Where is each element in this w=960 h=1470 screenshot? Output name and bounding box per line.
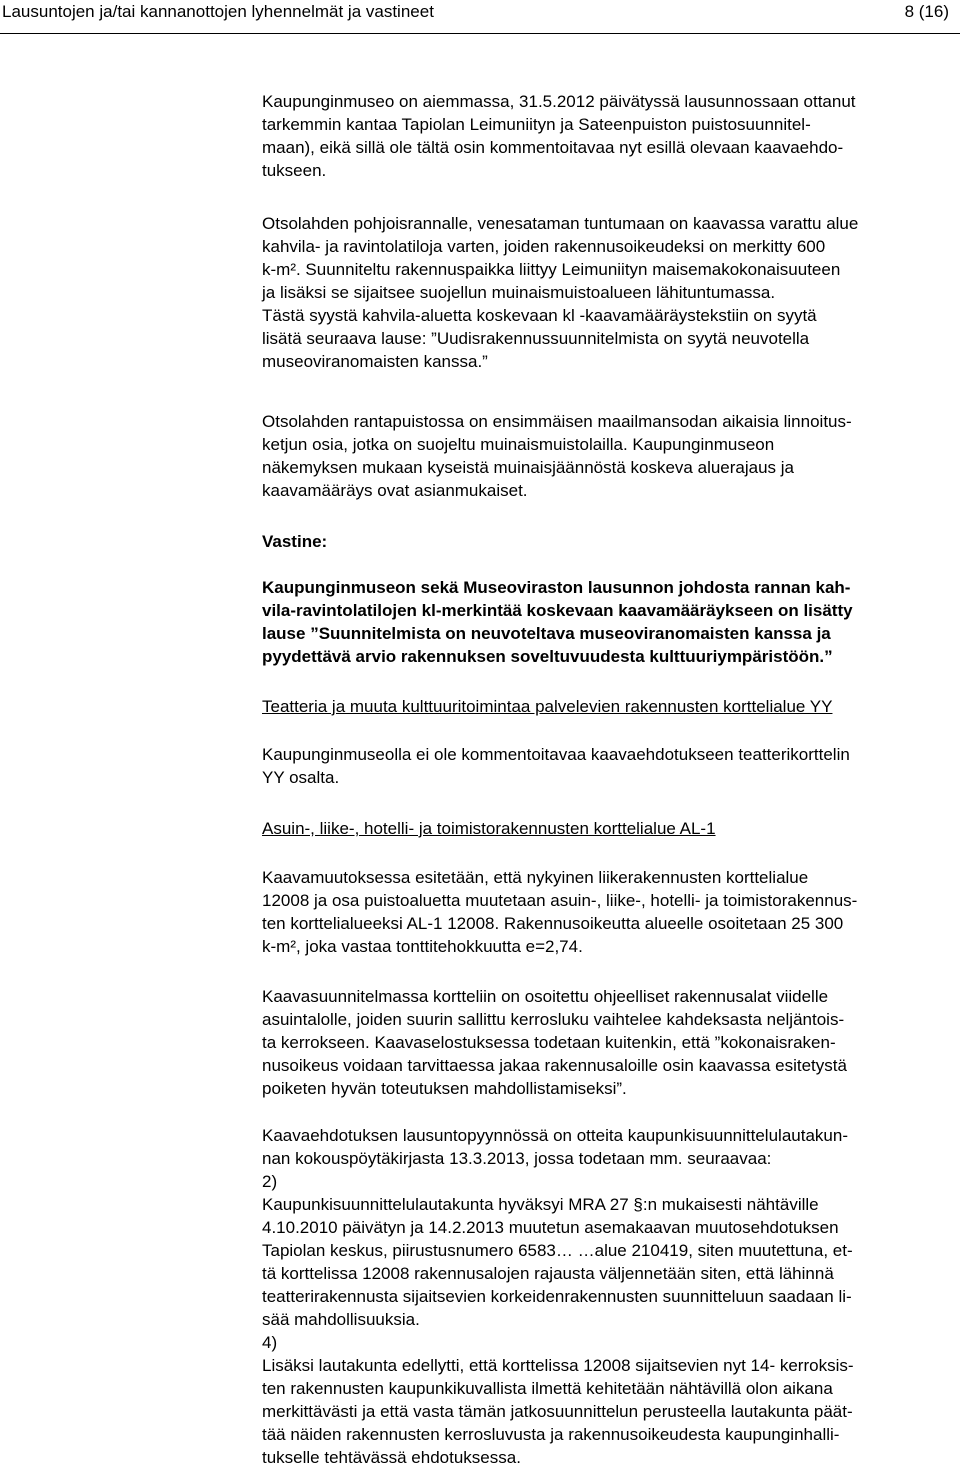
response-text: Kaupunginmuseon sekä Museoviraston lausunnon johdosta rannan kah- vila-ravintolatilojen kl-merkintää koskevaan kaavamääräykseen on lisätty lause ”Suunnitelmista on neuvoteltava museoviranomaisten kanssa ja pyydettävä arvio rakennuksen soveltuvuudesta kulttuuriympäristöön.” bbox=[262, 578, 853, 666]
paragraph-building-areas: Kaavasuunnitelmassa kortteliin on osoitettu ohjeelliset rakennusalat viidelle asuintalolle, joiden suurin sallittu kerrosluku vaihtelee kahdeksasta neljäntois- ta kerrokseen. Kaavaselostuksessa todetaan kuitenkin, että ”kokonaisraken- nusoikeus voidaan tarvittaessa jakaa rakennusaloille osin kaavassa esitetystä poiketen hyvän toteutuksen mahdollistamiseksi”. bbox=[262, 987, 847, 1098]
page-number: 8 (16) bbox=[904, 2, 949, 21]
paragraph-plan-change: Kaavamuutoksessa esitetään, että nykyinen liikerakennusten korttelialue 12008 ja osa puistoaluetta muutetaan asuin-, liike-, hotelli- ja toimistorakennus- ten korttelialueeksi AL-1 12008. Rakennusoikeutta alueelle osoitetaan 25 300 k-m², joka vastaa tonttitehokkuutta e=2,74. bbox=[262, 868, 858, 956]
paragraph-cafe-area: Otsolahden pohjoisrannalle, venesataman tuntumaan on kaavassa varattu alue kahvila- ja ravintolatiloja varten, joiden rakennusoikeudeksi on merkitty 600 k-m². Suunniteltu rakennuspaikka liittyy Leimuniityn maisemakokonaisuuteen ja lisäksi se sijaitsee suojellun muinaismuistoalueen lähituntumassa. Tästä syystä kahvila-aluetta koskevaan kl -kaavamääräystekstiin on syytä lisätä seuraava lause: ”Uudisrakennussuunnitelmista on syytä neuvotella museoviranomaisten kanssa.” bbox=[262, 214, 859, 371]
section-heading-yy: Teatteria ja muuta kulttuuritoimintaa palvelevien rakennusten korttelialue YY bbox=[262, 697, 833, 716]
paragraph-board-minutes: Kaavaehdotuksen lausuntopyynnössä on otteita kaupunkisuunnittelulautakun- nan kokouspöytäkirjasta 13.3.2013, jossa todetaan mm. seuraavaa: 2) Kaupunkisuunnittelulautakunta hyväksyi MRA 27 §:n mukaisesti nähtäville 4.10.2010 päivätyn ja 14.2.2013 muutetun asemakaavan muutosehdotuksen Tapiolan keskus, piirustusnumero 6583… …alue 210419, siten muutettuna, et- tä korttelissa 12008 rakennusalojen rajausta väljennetään siten, että lähinnä teatterirakennusta sijaitsevien korkeidenrakennusten suunnitteluun saadaan li- sää mahdollisuuksia. 4) Lisäksi lautakunta edellytti, että korttelissa 12008 sijaitsevien nyt 14- kerroksis- ten rakennusten kaupunkikuvallista ilmettä kehitetään nähtävillä olon aikana merkittävästi ja että vasta tämän jatkosuunnittelun perusteella lautakunta päät- tää näiden rakennusten kerrosluvusta ja rakennusoikeudesta kaupunginhalli- tukselle tehtävässä ehdotuksessa. bbox=[262, 1126, 854, 1467]
paragraph-fortifications: Otsolahden rantapuistossa on ensimmäisen maailmansodan aikaisia linnoitus- ketjun osia, jotka on suojeltu muinaismuistolailla. Kaupunginmuseon näkemyksen mukaan kyseistä muinaisjäännöstä koskeva aluerajaus ja kaavamääräys ovat asianmukaiset. bbox=[262, 412, 852, 500]
paragraph-theatre-block: Kaupunginmuseolla ei ole kommentoitavaa kaavaehdotukseen teatterikorttelin YY osalta. bbox=[262, 745, 850, 787]
paragraph-museum-earlier-statement: Kaupunginmuseo on aiemmassa, 31.5.2012 päivätyssä lausunnossaan ottanut tarkemmin kantaa Tapiolan Leimuniityn ja Sateenpuiston puistosuunnitel- maan), eikä sillä ole tältä osin kommentoitavaa nyt esillä olevaan kaavaehdo- tukseen. bbox=[262, 92, 856, 180]
section-heading-al1: Asuin-, liike-, hotelli- ja toimistorakennusten korttelialue AL-1 bbox=[262, 819, 716, 838]
header-divider bbox=[0, 33, 960, 34]
page-header bbox=[0, 0, 960, 40]
response-heading: Vastine: bbox=[262, 532, 328, 551]
document-title: Lausuntojen ja/tai kannanottojen lyhennelmät ja vastineet bbox=[2, 2, 434, 21]
